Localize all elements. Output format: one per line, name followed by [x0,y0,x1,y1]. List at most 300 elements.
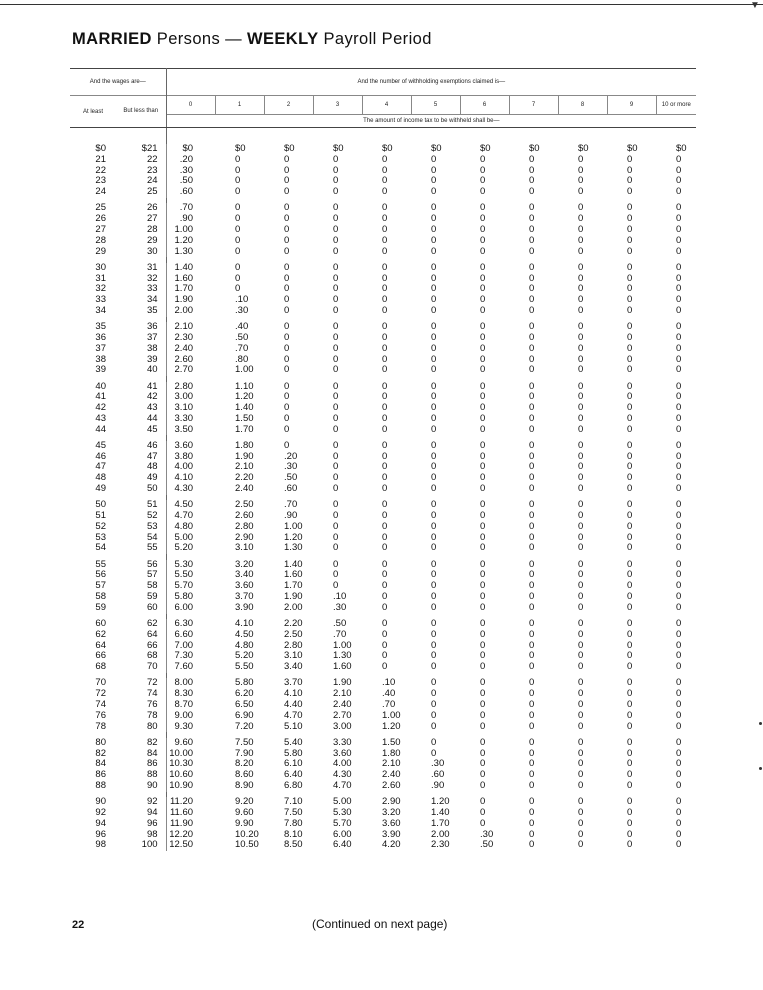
tax-amount-cell: 1.80 [382,747,401,759]
tax-amount-cell: 0 [578,439,584,451]
exemption-col-0: 0 [166,96,215,115]
tax-amount-cell: 0 [676,531,682,543]
but-less-than-cell: 44 [116,414,166,425]
tax-amount-cell: 0 [529,364,535,376]
page-number: 22 [72,919,85,931]
tax-amount-cell: 1.30 [333,650,352,662]
tax-amount-cell: 0 [676,839,682,851]
tax-amount-cell: .40 [382,688,396,700]
tax-amount-cell: .20 [179,153,194,165]
tax-amount-cell: .30 [235,304,249,316]
tax-amount-cell: 0 [431,261,437,273]
tax-amount-cell: 0 [235,153,241,165]
tax-amount-cell: 0 [284,423,290,435]
tax-amount-cell: 11.60 [169,806,194,818]
tax-amount-cell: 6.40 [333,839,352,851]
tax-amount-cell: 0 [529,153,535,165]
but-less-than-cell: 94 [116,808,166,819]
tax-amount-cell: 0 [529,769,535,781]
tax-amount-cell: 0 [382,483,388,495]
tax-amount-cell: 0 [529,510,535,522]
tax-amount-cell: 0 [431,321,437,333]
tax-amount-cell: 0 [627,796,633,808]
tax-amount-cell: 0 [627,510,633,522]
tax-amount-cell: 0 [578,175,584,187]
tax-amount-cell: 0 [431,591,437,603]
tax-amount-cell: 0 [480,817,486,829]
tax-amount-cell: 0 [627,321,633,333]
tax-amount-cell: 0 [676,245,682,257]
tax-amount-cell: 0 [235,223,241,235]
table-row [70,425,696,436]
at-least-cell: 53 [95,531,106,543]
tax-amount-cell: 0 [578,688,584,700]
table-row [70,722,696,733]
but-less-than-cell: 35 [116,306,166,317]
tax-amount-cell: 0 [431,618,437,629]
tax-amount-cell: 0 [382,223,388,235]
tax-amount-cell: 0 [676,364,682,376]
tax-amount-cell: 0 [578,321,584,333]
but-less-than-cell: 74 [116,689,166,700]
but-less-than-cell: 68 [116,651,166,662]
tax-amount-cell: 0 [480,234,486,246]
tax-amount-cell: 0 [480,558,486,570]
tax-amount-cell: 0 [627,628,633,640]
tax-amount-cell: 4.00 [333,758,352,770]
at-least-cell: 34 [95,304,106,316]
tax-amount-cell: 0 [480,499,486,511]
at-least-cell: 78 [95,720,106,732]
tax-amount-cell: 0 [676,331,682,343]
tax-amount-cell: 8.30 [174,688,194,700]
tax-amount-cell: 0 [578,380,584,392]
tax-amount-cell: $0 [284,143,295,154]
tax-amount-cell: 0 [627,483,633,495]
tax-amount-cell: 0 [627,591,633,603]
tax-amount-cell: 0 [578,531,584,543]
tax-amount-cell: 0 [480,331,486,343]
tax-amount-cell: 6.80 [284,779,303,791]
tax-amount-cell: 4.70 [284,709,303,721]
tax-amount-cell: 6.10 [284,758,303,770]
tax-amount-cell: 0 [480,510,486,522]
tax-amount-cell: .30 [284,461,298,473]
tax-amount-cell: 8.50 [284,839,303,851]
but-less-than-cell: 34 [116,295,166,306]
at-least-cell: 70 [95,677,106,689]
tax-amount-cell: 0 [382,618,388,629]
tax-amount-cell: 0 [529,321,535,333]
tax-amount-cell: 0 [382,213,388,225]
tax-amount-cell: 0 [676,779,682,791]
at-least-cell: 35 [95,321,106,333]
tax-amount-cell: 0 [284,439,290,451]
tax-amount-cell: 0 [235,186,241,198]
tax-amount-cell: 0 [480,601,486,613]
tax-amount-cell: 0 [578,510,584,522]
tax-amount-cell: 0 [333,542,339,554]
but-less-than-cell: 36 [116,322,166,333]
tax-amount-cell: 0 [333,164,339,176]
tax-amount-cell: 5.80 [174,591,194,603]
tax-amount-cell: .70 [284,499,298,511]
tax-amount-cell: 0 [431,580,437,592]
tax-amount-cell: 7.50 [235,736,254,748]
tax-amount-cell: 0 [676,261,682,273]
tax-amount-cell: 0 [627,175,633,187]
tax-amount-cell: 0 [578,520,584,532]
tax-amount-cell: 0 [284,412,290,424]
but-less-than-cell: 49 [116,473,166,484]
exemptions-header: And the number of withholding exemptions claimed is— [166,69,696,96]
table-row [70,484,696,495]
tax-amount-cell: 0 [529,223,535,235]
tax-amount-cell: 0 [382,283,388,295]
at-least-cell: 41 [95,391,106,403]
tax-amount-cell: 0 [676,234,682,246]
tax-amount-cell: 0 [284,234,290,246]
tax-amount-cell: 7.90 [235,747,254,759]
tax-amount-cell: 2.10 [333,688,352,700]
tax-amount-cell: 3.20 [382,806,401,818]
tax-amount-cell: 0 [578,628,584,640]
at-least-cell: 47 [95,461,106,473]
tax-amount-cell: 0 [529,304,535,316]
tax-amount-cell: 0 [529,402,535,414]
tax-amount-cell: 0 [235,245,241,257]
at-least-cell: 44 [95,423,106,435]
tax-amount-cell: 0 [578,661,584,673]
at-least-cell: 26 [95,213,106,225]
tax-amount-cell: 0 [676,688,682,700]
at-least-cell: 88 [95,779,106,791]
tax-amount-cell: 2.40 [333,698,352,710]
at-least-cell: 57 [95,580,106,592]
tax-amount-cell: 0 [578,234,584,246]
tax-amount-cell: 0 [382,499,388,511]
tax-amount-cell: 0 [382,531,388,543]
tax-amount-cell: 8.60 [235,769,254,781]
tax-amount-cell: 0 [627,639,633,651]
tax-amount-cell: 0 [382,272,388,284]
tax-amount-cell: 0 [627,234,633,246]
tax-amount-cell: $0 [182,143,194,154]
tax-amount-cell: 1.60 [333,661,352,673]
tax-amount-cell: 0 [382,628,388,640]
tax-amount-cell: 0 [578,736,584,748]
tax-amount-cell: 0 [284,186,290,198]
tax-amount-cell: 0 [578,186,584,198]
tax-amount-cell: 3.10 [174,402,194,414]
tax-amount-cell: .10 [382,677,396,689]
tax-amount-cell: 0 [529,234,535,246]
tax-amount-cell: 0 [627,677,633,689]
tax-amount-cell: 4.10 [284,688,303,700]
tax-amount-cell: 0 [529,164,535,176]
tax-amount-cell: 0 [333,558,339,570]
tax-amount-cell: 10.00 [169,747,194,759]
tax-amount-cell: 0 [578,709,584,721]
tax-amount-cell: 0 [578,796,584,808]
tax-amount-cell: 0 [333,186,339,198]
tax-amount-cell: 0 [382,391,388,403]
tax-amount-cell: 0 [382,402,388,414]
tax-amount-cell: 5.70 [333,817,352,829]
tax-amount-cell: 0 [431,650,437,662]
tax-amount-cell: 0 [333,439,339,451]
tax-amount-cell: 2.20 [235,472,254,484]
tax-amount-cell: 2.50 [284,628,303,640]
tax-amount-cell: .70 [382,698,396,710]
tax-amount-cell: 4.70 [333,779,352,791]
table-row [70,306,696,317]
at-least-cell: 37 [95,342,106,354]
tax-amount-cell: .40 [235,321,249,333]
tax-amount-cell: 0 [382,542,388,554]
tax-amount-cell: 1.00 [382,709,401,721]
tax-amount-cell: 0 [627,213,633,225]
tax-amount-cell: 0 [676,828,682,840]
tax-amount-cell: 0 [431,698,437,710]
tax-amount-cell: 2.10 [382,758,401,770]
tax-amount-cell: 0 [431,510,437,522]
tax-amount-cell: 0 [431,391,437,403]
tax-amount-cell: 7.10 [284,796,303,808]
tax-amount-cell: 2.00 [431,828,450,840]
but-less-than-cell: 88 [116,770,166,781]
tax-amount-cell: 0 [578,828,584,840]
page-title: MARRIED Persons — WEEKLY Payroll Period [72,30,432,48]
tax-amount-cell: 0 [627,283,633,295]
tax-amount-cell: 0 [578,817,584,829]
tax-amount-cell: 0 [627,294,633,306]
tax-amount-cell: 0 [235,202,241,214]
tax-amount-cell: 3.70 [235,591,254,603]
tax-amount-cell: 0 [480,688,486,700]
tax-amount-cell: 0 [333,353,339,365]
tax-amount-cell: 0 [627,261,633,273]
tax-amount-cell: 2.80 [235,520,254,532]
but-less-than-cell: 32 [116,274,166,285]
tax-amount-cell: 0 [480,758,486,770]
tax-amount-cell: 1.20 [284,531,303,543]
tax-amount-cell: 0 [333,321,339,333]
tax-amount-cell: $0 [676,143,687,154]
tax-amount-cell: 0 [627,806,633,818]
at-least-cell: 84 [95,758,106,770]
tax-amount-cell: 0 [382,591,388,603]
tax-amount-cell: 6.60 [174,628,194,640]
but-less-than-cell: 76 [116,700,166,711]
tax-amount-cell: .90 [431,779,445,791]
tax-amount-cell: 0 [529,709,535,721]
tax-amount-cell: 2.20 [284,618,303,629]
tax-amount-cell: 3.90 [382,828,401,840]
tax-amount-cell: .70 [333,628,347,640]
tax-amount-cell: .30 [333,601,347,613]
at-least-cell: 58 [95,591,106,603]
tax-amount-cell: 0 [676,542,682,554]
tax-amount-cell: .30 [480,828,494,840]
tax-amount-cell: 0 [578,499,584,511]
tax-amount-cell: 0 [578,223,584,235]
tax-amount-cell: 0 [480,747,486,759]
tax-amount-cell: 0 [480,639,486,651]
tax-amount-cell: 0 [333,461,339,473]
tax-amount-cell: 3.60 [174,439,194,451]
tax-amount-cell: 2.70 [333,709,352,721]
at-least-cell: 46 [95,450,106,462]
tax-amount-cell: 0 [627,391,633,403]
tax-amount-cell: 0 [333,402,339,414]
tax-amount-cell: 3.40 [235,569,254,581]
at-least-cell: 33 [95,294,106,306]
tax-amount-cell: 0 [284,321,290,333]
tax-amount-cell: 5.20 [174,542,194,554]
tax-amount-cell: 0 [382,650,388,662]
tax-amount-cell: 0 [627,439,633,451]
table-row [70,711,696,722]
tax-amount-cell: 0 [480,321,486,333]
tax-amount-cell: .90 [284,510,298,522]
at-least-cell: 42 [95,402,106,414]
tax-amount-cell: 0 [431,353,437,365]
tax-amount-cell: 8.70 [174,698,194,710]
tax-amount-cell: 0 [529,601,535,613]
tax-amount-cell: 1.30 [284,542,303,554]
tax-amount-cell: 0 [235,175,241,187]
tax-amount-cell: 0 [333,175,339,187]
tax-amount-cell: 0 [529,720,535,732]
tax-amount-cell: 0 [431,423,437,435]
tax-amount-cell: 0 [676,202,682,214]
tax-amount-cell: 0 [529,499,535,511]
tax-amount-cell: 0 [627,499,633,511]
but-less-than-cell: 40 [116,365,166,376]
tax-amount-cell: 0 [431,569,437,581]
tax-amount-cell: 0 [627,661,633,673]
at-least-cell: 98 [95,839,106,851]
tax-amount-cell: 0 [529,353,535,365]
tax-amount-cell: 0 [480,483,486,495]
tax-amount-cell: 1.70 [431,817,450,829]
tax-amount-cell: 0 [480,223,486,235]
tax-amount-cell: 0 [676,601,682,613]
tax-amount-cell: 9.00 [174,709,194,721]
at-least-cell: 43 [95,412,106,424]
tax-amount-cell: 0 [676,591,682,603]
tax-amount-cell: 0 [578,580,584,592]
table-row [70,247,696,258]
tax-amount-cell: 0 [333,380,339,392]
but-less-than-cell: 39 [116,355,166,366]
tax-amount-cell: 10.60 [169,769,194,781]
at-least-cell: 24 [95,186,106,198]
tax-amount-cell: 0 [627,364,633,376]
at-least-cell: 32 [95,283,106,295]
but-less-than-cell: 45 [116,425,166,436]
tax-amount-cell: 0 [480,402,486,414]
tax-amount-cell: 2.60 [235,510,254,522]
tax-amount-cell: 0 [382,472,388,484]
tax-amount-cell: 1.40 [431,806,450,818]
but-less-than-cell: 50 [116,484,166,495]
tax-amount-cell: 0 [627,461,633,473]
withholding-table [70,68,696,851]
tax-amount-cell: 0 [529,618,535,629]
but-less-than-cell: 23 [116,166,166,177]
but-less-than-cell: 30 [116,247,166,258]
tax-amount-cell: 0 [627,245,633,257]
tax-amount-cell: 5.80 [235,677,254,689]
tax-amount-cell: 0 [529,736,535,748]
but-less-than-cell: 54 [116,533,166,544]
tax-amount-cell: 0 [676,628,682,640]
tax-amount-cell: 2.40 [235,483,254,495]
but-less-than-cell: 47 [116,452,166,463]
tax-amount-cell: 2.40 [174,342,194,354]
tax-amount-cell: 0 [480,736,486,748]
tax-amount-cell: 0 [284,261,290,273]
tax-amount-cell: 0 [578,261,584,273]
table-row [70,263,696,274]
tax-amount-cell: 0 [627,304,633,316]
tax-amount-cell: $0 [529,143,540,154]
tax-amount-cell: 5.10 [284,720,303,732]
tax-amount-cell: 0 [627,472,633,484]
tax-amount-cell: 0 [480,342,486,354]
tax-amount-cell: 0 [529,542,535,554]
at-least-cell: 50 [95,499,106,511]
tax-amount-cell: 0 [480,202,486,214]
tax-amount-cell: 2.80 [174,380,194,392]
tax-amount-cell: 3.80 [174,450,194,462]
tax-amount-cell: 1.10 [235,380,254,392]
tax-amount-cell: 0 [480,520,486,532]
tax-amount-cell: .10 [333,591,347,603]
tax-amount-cell: 0 [578,698,584,710]
tax-amount-cell: 0 [480,164,486,176]
tax-amount-cell: 0 [382,153,388,165]
tax-amount-cell: 0 [627,223,633,235]
but-less-than-cell: 53 [116,522,166,533]
tax-amount-cell: 1.40 [235,402,254,414]
but-less-than-cell: 33 [116,284,166,295]
tax-amount-cell: 10.20 [235,828,259,840]
tax-amount-cell: 0 [676,677,682,689]
tax-amount-cell: 0 [676,483,682,495]
tax-amount-cell: 0 [627,601,633,613]
tax-amount-cell: 0 [382,245,388,257]
tax-amount-cell: 5.70 [174,580,194,592]
tax-amount-cell: 0 [480,650,486,662]
tax-amount-cell: 0 [529,450,535,462]
but-less-than-cell: 80 [116,722,166,733]
tax-amount-cell: 0 [676,709,682,721]
tax-amount-cell: 0 [578,353,584,365]
tax-amount-cell: 0 [676,353,682,365]
tax-amount-cell: 0 [529,261,535,273]
tax-amount-cell: 0 [676,661,682,673]
exemption-col-10-or-more: 10 or more [656,96,696,115]
tax-amount-cell: 0 [627,558,633,570]
tax-amount-cell: 2.60 [174,353,194,365]
tax-amount-cell: 12.20 [169,828,194,840]
tax-amount-cell: 10.50 [235,839,259,851]
tax-amount-cell: 0 [480,677,486,689]
tax-amount-cell: 0 [333,283,339,295]
